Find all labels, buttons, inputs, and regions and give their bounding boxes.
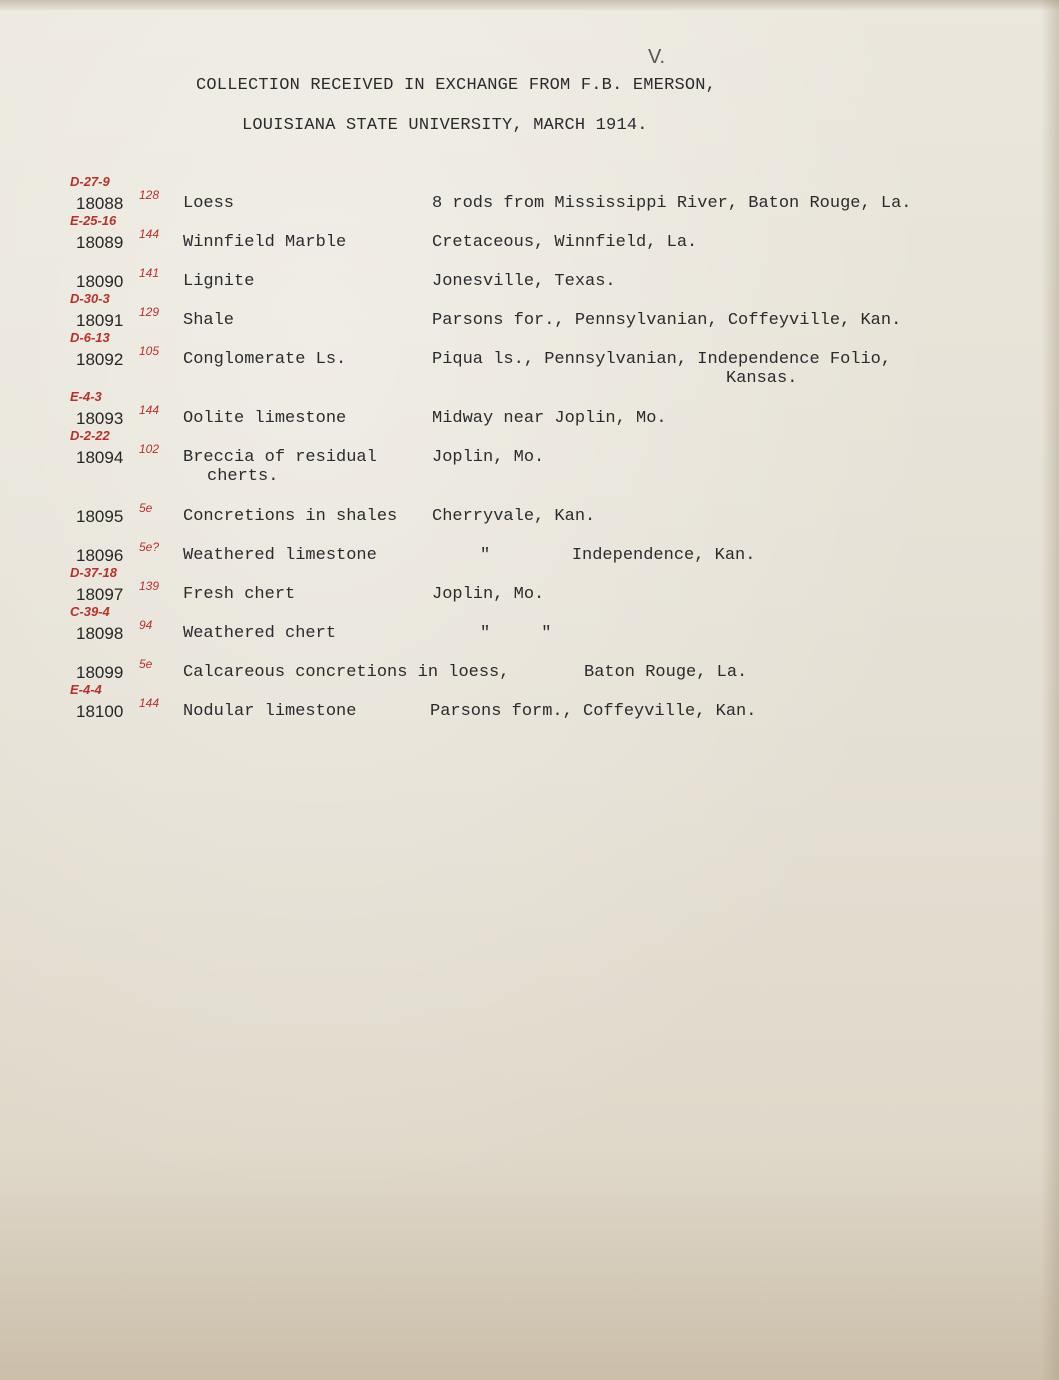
specimen-annotation: 144: [139, 403, 160, 417]
rock-type: Shale: [183, 311, 235, 330]
catalog-number: 18089: [76, 233, 124, 252]
paper-edge-top: [0, 0, 1059, 10]
locality: Cretaceous, Winnfield, La.: [432, 233, 698, 252]
catalog-number: 18094: [76, 448, 124, 467]
catalog-number: 18090: [76, 272, 124, 291]
title-line-2: LOUISIANA STATE UNIVERSITY, MARCH 1914.: [242, 116, 648, 135]
locality: Parsons form., Coffeyville, Kan.: [430, 702, 757, 721]
location-code: D-30-3: [70, 291, 110, 306]
catalog-number: 18098: [76, 624, 124, 643]
catalog-number: 18092: [76, 350, 124, 369]
title-line-1: COLLECTION RECEIVED IN EXCHANGE FROM F.B. EMERSON,: [196, 76, 717, 95]
rock-type: Nodular limestone: [183, 702, 357, 721]
location-code: D-6-13: [70, 330, 110, 345]
locality: Joplin, Mo.: [432, 448, 545, 467]
catalog-number: 18100: [76, 702, 124, 721]
specimen-annotation: 144: [139, 696, 160, 710]
specimen-annotation: 5e: [139, 501, 153, 515]
rock-type: Conglomerate Ls.: [183, 350, 347, 369]
paper-stain: [0, 1150, 1059, 1380]
rock-type: Winnfield Marble: [183, 233, 347, 252]
catalog-number: 18099: [76, 663, 124, 682]
locality: Piqua ls., Pennsylvanian, Independence Folio,: [432, 350, 892, 369]
location-code: E-4-4: [70, 682, 102, 697]
handwritten-correction: V.: [648, 46, 666, 68]
location-code: D-2-22: [70, 428, 110, 443]
location-code: D-27-9: [70, 174, 110, 189]
location-code: E-25-16: [70, 213, 117, 228]
locality: " Independence, Kan.: [480, 546, 756, 565]
catalog-number: 18088: [76, 194, 124, 213]
specimen-annotation: 5e?: [139, 540, 160, 554]
locality: Parsons for., Pennsylvanian, Coffeyville, Kan.: [432, 311, 902, 330]
catalog-number: 18091: [76, 311, 124, 330]
locality: Midway near Joplin, Mo.: [432, 409, 667, 428]
specimen-annotation: 105: [139, 344, 160, 358]
rock-type: Breccia of residual: [183, 448, 377, 467]
specimen-annotation: 94: [139, 618, 153, 632]
locality-continued: Kansas.: [726, 369, 798, 388]
specimen-annotation: 5e: [139, 657, 153, 671]
locality: Joplin, Mo.: [432, 585, 545, 604]
locality: 8 rods from Mississippi River, Baton Rouge, La.: [432, 194, 912, 213]
rock-type-continued: cherts.: [207, 467, 279, 486]
locality: Jonesville, Texas.: [432, 272, 616, 291]
specimen-annotation: 128: [139, 188, 160, 202]
rock-type: Loess: [183, 194, 235, 213]
rock-type: Oolite limestone: [183, 409, 347, 428]
rock-type: Weathered chert: [183, 624, 337, 643]
rock-type: Lignite: [183, 272, 255, 291]
specimen-annotation: 141: [139, 266, 160, 280]
rock-type: Fresh chert: [183, 585, 296, 604]
rock-type: Concretions in shales: [183, 507, 398, 526]
catalog-number: 18097: [76, 585, 124, 604]
location-code: E-4-3: [70, 389, 102, 404]
location-code: D-37-18: [70, 565, 117, 580]
catalog-number: 18096: [76, 546, 124, 565]
locality: Baton Rouge, La.: [584, 663, 748, 682]
catalog-number: 18093: [76, 409, 124, 428]
specimen-annotation: 144: [139, 227, 160, 241]
specimen-annotation: 129: [139, 305, 160, 319]
rock-type: Weathered limestone: [183, 546, 377, 565]
rock-type: Calcareous concretions in loess,: [183, 663, 510, 682]
specimen-annotation: 139: [139, 579, 160, 593]
catalog-number: 18095: [76, 507, 124, 526]
location-code: C-39-4: [70, 604, 110, 619]
locality: Cherryvale, Kan.: [432, 507, 596, 526]
locality: " ": [480, 624, 552, 643]
specimen-annotation: 102: [139, 442, 160, 456]
